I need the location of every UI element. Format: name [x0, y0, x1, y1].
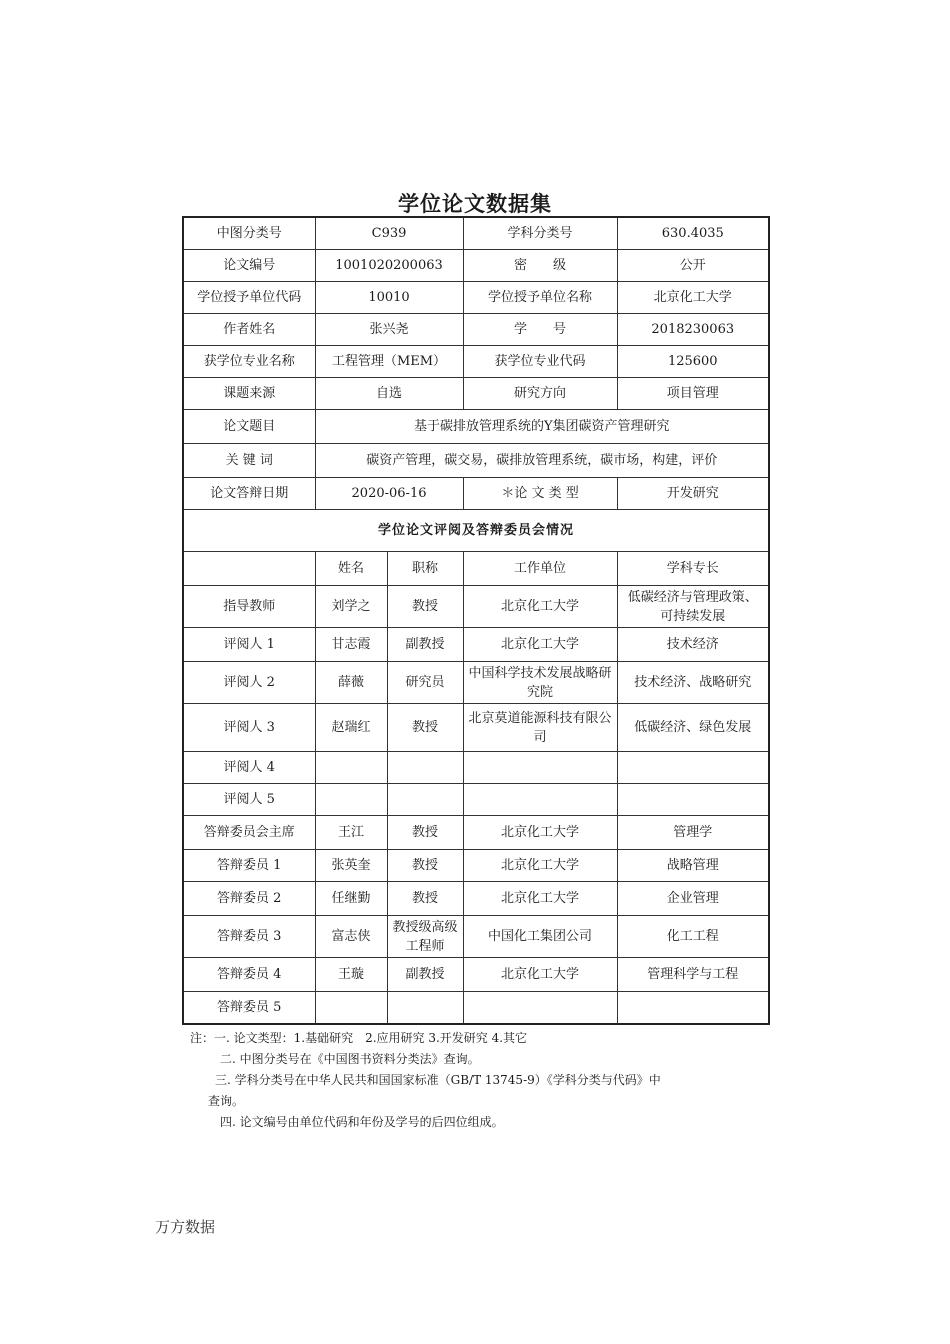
field-value: 1001020200063	[315, 250, 463, 282]
meta-row	[183, 314, 769, 346]
section-row	[183, 510, 769, 552]
role-cell: 评阅人 3	[183, 704, 315, 752]
title-cell: 教授	[387, 816, 463, 850]
table-row	[183, 958, 769, 992]
meta-row	[183, 250, 769, 282]
table-row	[183, 586, 769, 628]
specialty-cell	[617, 992, 769, 1025]
name-cell: 甘志霞	[315, 628, 387, 662]
table-row	[183, 882, 769, 916]
field-label: 论文题目	[183, 410, 315, 444]
committee-header-row	[183, 552, 769, 586]
field-label: 关 键 词	[183, 444, 315, 478]
name-cell	[315, 752, 387, 784]
field-label: 获学位专业名称	[183, 346, 315, 378]
table-row	[183, 784, 769, 816]
note-1: 注：一. 论文类型：1.基础研究 2.应用研究 3.开发研究 4.其它	[190, 1031, 528, 1045]
org-cell	[463, 784, 617, 816]
field-label: ＊论 文 类 型	[463, 478, 617, 510]
meta-row	[183, 378, 769, 410]
field-value: 自选	[315, 378, 463, 410]
role-cell: 答辩委员 2	[183, 882, 315, 916]
column-header	[183, 552, 315, 586]
keywords-row	[183, 444, 769, 478]
table-row	[183, 992, 769, 1025]
meta-row	[183, 346, 769, 378]
org-cell: 北京化工大学	[463, 628, 617, 662]
title-cell	[387, 752, 463, 784]
table-row	[183, 704, 769, 752]
role-cell: 答辩委员 5	[183, 992, 315, 1025]
org-cell: 北京化工大学	[463, 586, 617, 628]
specialty-cell: 技术经济、战略研究	[617, 662, 769, 704]
meta-row	[183, 217, 769, 250]
name-cell: 张英奎	[315, 850, 387, 882]
specialty-cell: 管理学	[617, 816, 769, 850]
notes-block	[190, 1028, 770, 1133]
name-cell	[315, 784, 387, 816]
field-value: 125600	[617, 346, 769, 378]
title-cell: 教授级高级工程师	[387, 916, 463, 958]
specialty-cell: 战略管理	[617, 850, 769, 882]
note-2: 二. 中图分类号在《中国图书资料分类法》查询。	[220, 1052, 480, 1066]
org-cell	[463, 992, 617, 1025]
org-cell: 北京化工大学	[463, 850, 617, 882]
field-value: 10010	[315, 282, 463, 314]
title-cell: 教授	[387, 586, 463, 628]
field-label: 作者姓名	[183, 314, 315, 346]
note-3: 三. 学科分类号在中华人民共和国国家标准（GB/T 13745-9）《学科分类与代码》中	[215, 1073, 661, 1087]
thesis-type: 开发研究	[617, 478, 769, 510]
thesis-data-table	[182, 216, 770, 1025]
field-value: 项目管理	[617, 378, 769, 410]
field-label: 论文答辩日期	[183, 478, 315, 510]
specialty-cell	[617, 752, 769, 784]
role-cell: 指导教师	[183, 586, 315, 628]
specialty-cell: 低碳经济与管理政策、可持续发展	[617, 586, 769, 628]
column-header: 职称	[387, 552, 463, 586]
name-cell: 任继勤	[315, 882, 387, 916]
table-row	[183, 850, 769, 882]
name-cell: 王璇	[315, 958, 387, 992]
field-label: 中图分类号	[183, 217, 315, 250]
specialty-cell: 企业管理	[617, 882, 769, 916]
name-cell: 赵瑞红	[315, 704, 387, 752]
field-value: 工程管理（MEM）	[315, 346, 463, 378]
table-row	[183, 662, 769, 704]
thesis-title-row	[183, 410, 769, 444]
thesis-title-value: 基于碳排放管理系统的Y集团碳资产管理研究	[315, 410, 769, 444]
table-row	[183, 752, 769, 784]
role-cell: 评阅人 2	[183, 662, 315, 704]
footer-watermark: 万方数据	[155, 1218, 216, 1236]
field-label: 获学位专业代码	[463, 346, 617, 378]
org-cell: 北京化工大学	[463, 882, 617, 916]
role-cell: 答辩委员 4	[183, 958, 315, 992]
specialty-cell: 化工工程	[617, 916, 769, 958]
meta-row	[183, 282, 769, 314]
column-header: 工作单位	[463, 552, 617, 586]
role-cell: 评阅人 5	[183, 784, 315, 816]
name-cell	[315, 992, 387, 1025]
field-label: 密 级	[463, 250, 617, 282]
table-row	[183, 628, 769, 662]
specialty-cell: 低碳经济、绿色发展	[617, 704, 769, 752]
specialty-cell: 技术经济	[617, 628, 769, 662]
title-cell: 教授	[387, 704, 463, 752]
title-cell	[387, 992, 463, 1025]
title-cell: 教授	[387, 850, 463, 882]
defense-date: 2020-06-16	[315, 478, 463, 510]
org-cell: 北京化工大学	[463, 958, 617, 992]
field-label: 学 号	[463, 314, 617, 346]
field-value: 630.4035	[617, 217, 769, 250]
org-cell: 中国化工集团公司	[463, 916, 617, 958]
field-value: 张兴尧	[315, 314, 463, 346]
field-label: 研究方向	[463, 378, 617, 410]
role-cell: 答辩委员 1	[183, 850, 315, 882]
dataset-title: 学位论文数据集	[398, 192, 552, 216]
column-header: 学科专长	[617, 552, 769, 586]
org-cell: 中国科学技术发展战略研究院	[463, 662, 617, 704]
title-cell: 副教授	[387, 628, 463, 662]
name-cell: 富志侠	[315, 916, 387, 958]
committee-section-title: 学位论文评阅及答辩委员会情况	[183, 510, 769, 552]
role-cell: 答辩委员 3	[183, 916, 315, 958]
field-value: 公开	[617, 250, 769, 282]
title-cell: 教授	[387, 882, 463, 916]
field-label: 学科分类号	[463, 217, 617, 250]
keywords-value: 碳资产管理，碳交易，碳排放管理系统，碳市场，构建，评价	[315, 444, 769, 478]
field-label: 学位授予单位名称	[463, 282, 617, 314]
table-row	[183, 816, 769, 850]
role-cell: 答辩委员会主席	[183, 816, 315, 850]
title-cell: 研究员	[387, 662, 463, 704]
name-cell: 王江	[315, 816, 387, 850]
specialty-cell: 管理科学与工程	[617, 958, 769, 992]
org-cell: 北京化工大学	[463, 816, 617, 850]
name-cell: 刘学之	[315, 586, 387, 628]
specialty-cell	[617, 784, 769, 816]
name-cell: 薛薇	[315, 662, 387, 704]
field-label: 课题来源	[183, 378, 315, 410]
field-label: 论文编号	[183, 250, 315, 282]
note-4: 四. 论文编号由单位代码和年份及学号的后四位组成。	[220, 1115, 504, 1129]
field-value: C939	[315, 217, 463, 250]
title-cell	[387, 784, 463, 816]
note-3-continued: 查询。	[208, 1094, 245, 1108]
column-header: 姓名	[315, 552, 387, 586]
table-row	[183, 916, 769, 958]
role-cell: 评阅人 1	[183, 628, 315, 662]
defense-row	[183, 478, 769, 510]
field-label: 学位授予单位代码	[183, 282, 315, 314]
field-value: 北京化工大学	[617, 282, 769, 314]
org-cell	[463, 752, 617, 784]
org-cell: 北京莫道能源科技有限公司	[463, 704, 617, 752]
title-cell: 副教授	[387, 958, 463, 992]
role-cell: 评阅人 4	[183, 752, 315, 784]
field-value: 2018230063	[617, 314, 769, 346]
